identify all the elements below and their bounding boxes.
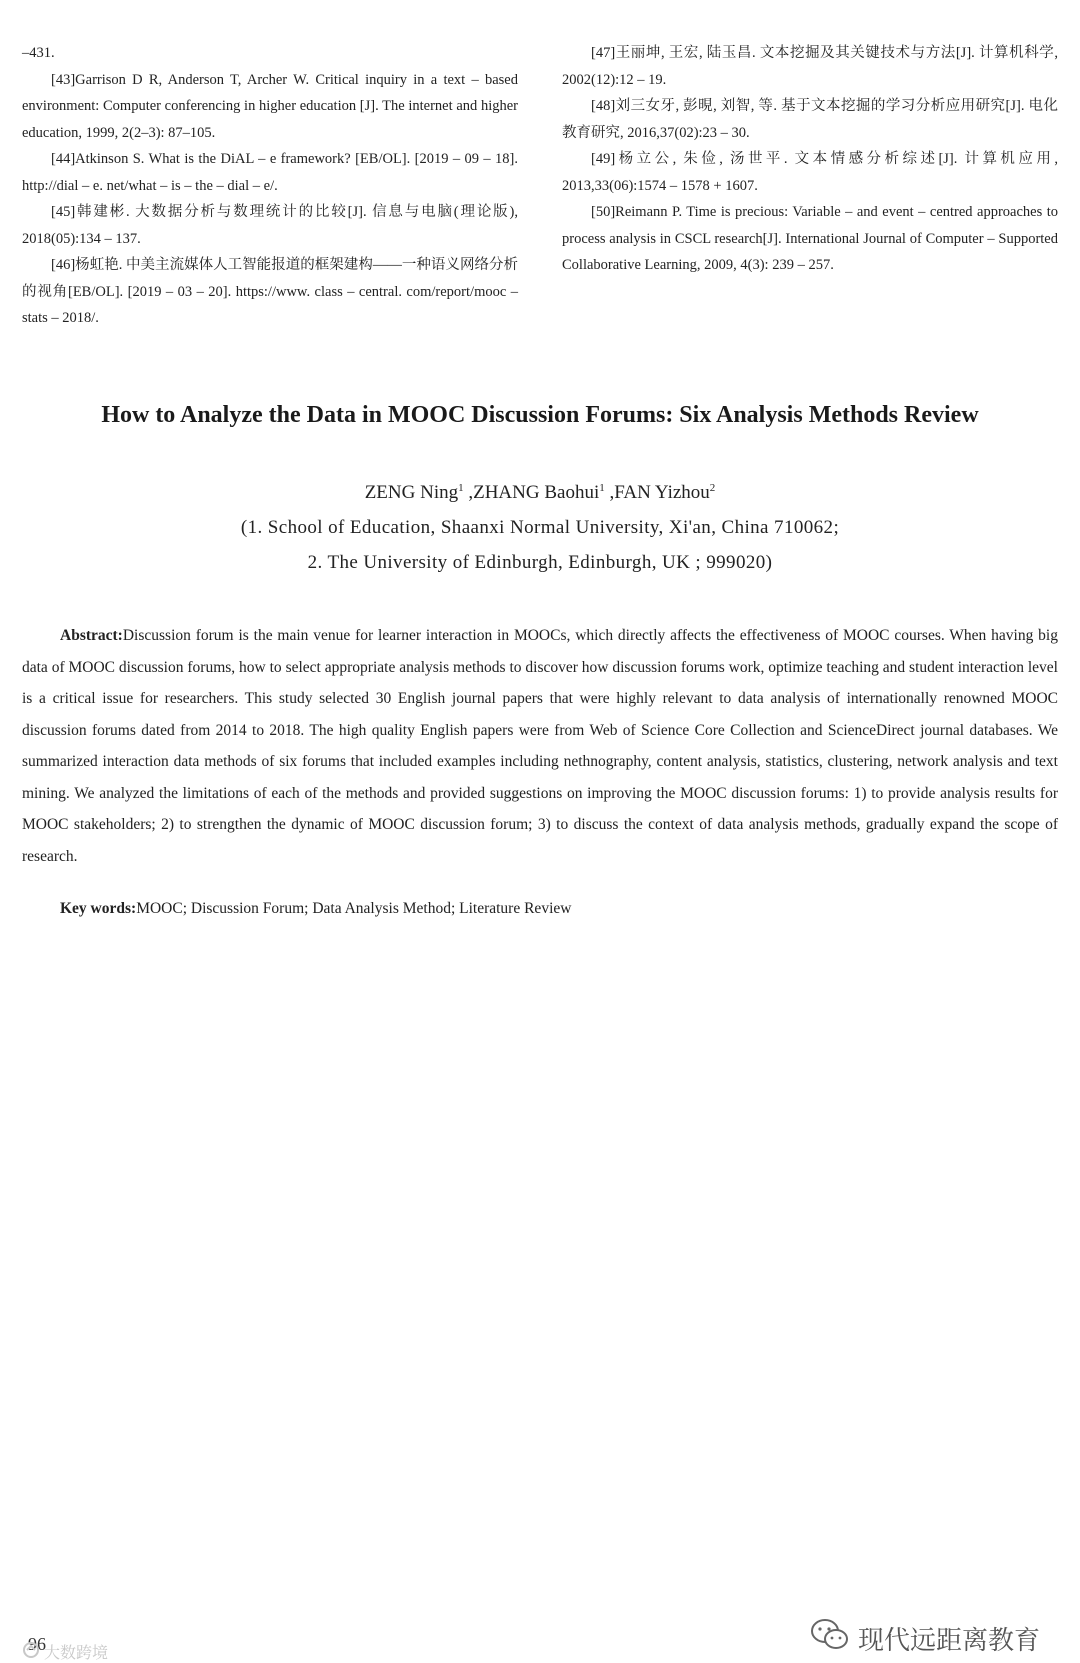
author-separator: , [604,482,615,503]
watermark-left-text: 大数跨境 [44,1643,109,1662]
reference-item: [45]韩建彬. 大数据分析与数理统计的比较[J]. 信息与电脑(理论版), 2018(05):134 – 137. [22,204,518,247]
author-affiliation-mark: 1 [458,482,464,494]
author-name: ZHANG Baohui [473,482,600,503]
watermark-left [22,1640,108,1663]
reference-item: [44]Atkinson S. What is the DiAL – e framework? [EB/OL]. [2019 – 09 – 18]. http://dial – e. net/what – is – the – dial – e/. [22,151,518,194]
author-separator: , [463,482,474,503]
abstract [22,620,1058,872]
reference-item: –431. [22,45,55,61]
wechat-icon [810,1618,850,1659]
references-right-column [562,40,1058,332]
page-number: 96 [28,1634,46,1654]
journal-logo-text: 现代远距离教育 [858,1626,1041,1656]
references-left-column [22,40,518,332]
author-name: ZENG Ning [364,482,459,503]
keywords [60,900,1060,918]
author-name: FAN Yizhou [614,482,710,503]
reference-item: [47]王丽坤, 王宏, 陆玉昌. 文本挖掘及其关键技术与方法[J]. 计算机科学, 2002(12):12 – 19. [562,45,1058,88]
affiliation-1: (1. School of Education, Shaanxi Normal University, Xi'an, China 710062; [240,517,840,538]
watermark-logo-icon [22,1641,40,1663]
reference-item: [50]Reimann P. Time is precious: Variable – and event – centred approaches to process analysis in CSCL research[J]. International Journal of Computer – Supported Collaborative Learning, 2009, 4(3): 239 – 257. [562,204,1058,273]
keywords-text: MOOC; Discussion Forum; Data Analysis Method; Literature Review [136,900,572,917]
abstract-label: Abstract: [60,627,123,644]
abstract-text: Discussion forum is the main venue for learner interaction in MOOCs, which directly affects the effectiveness of MOOC courses. When having big data of MOOC discussion forums, how to select appropriate analysis methods to discover how discussion forums work, optimize teaching and student interaction level is a critical issue for researchers. This study selected 30 English journal papers that were highly relevant to data analysis of internationally renowned MOOC discussion forums dated from 2014 to 2018. The high quality English papers were from Web of Science Core Collection and ScienceDirect journal databases. We summarized interaction data methods of six forums that included examples including nethnography, content analysis, statistics, clustering, network analysis and text mining. We analyzed the limitations of each of the methods and provided suggestions on improving the MOOC discussion forums: 1) to provide analysis results for MOOC stakeholders; 2) to strengthen the dynamic of MOOC discussion forum; 3) to discuss the context of data analysis methods, gradually expand the scope of research. [22,627,1058,865]
affiliation-2: 2. The University of Edinburgh, Edinburgh, UK ; 999020) [307,552,773,573]
author-affiliation-mark: 1 [599,482,605,494]
paper-title: How to Analyze the Data in MOOC Discussion Forums: Six Analysis Methods Review [101,402,979,428]
author-list [0,482,1080,504]
author-affiliation-mark: 2 [709,482,716,494]
references-section [22,40,1058,332]
reference-item: [46]杨虹艳. 中美主流媒体人工智能报道的框架建构——一种语义网络分析的视角[EB/OL]. [2019 – 03 – 20]. https://www. class – central. com/report/mooc – stats – 2018/. [22,257,518,326]
reference-item: [49]杨立公, 朱俭, 汤世平. 文本情感分析综述[J]. 计算机应用, 2013,33(06):1574 – 1578 + 1607. [562,151,1058,194]
journal-logo [810,1618,1040,1659]
reference-item: [43]Garrison D R, Anderson T, Archer W. Critical inquiry in a text – based environment: Computer conferencing in higher education [J]. The internet and higher education, 1999, 2(2–3): 87–105. [22,71,518,141]
reference-item: [48]刘三女牙, 彭晛, 刘智, 等. 基于文本挖掘的学习分析应用研究[J]. 电化教育研究, 2016,37(02):23 – 30. [562,98,1058,141]
keywords-label: Key words: [60,900,137,917]
